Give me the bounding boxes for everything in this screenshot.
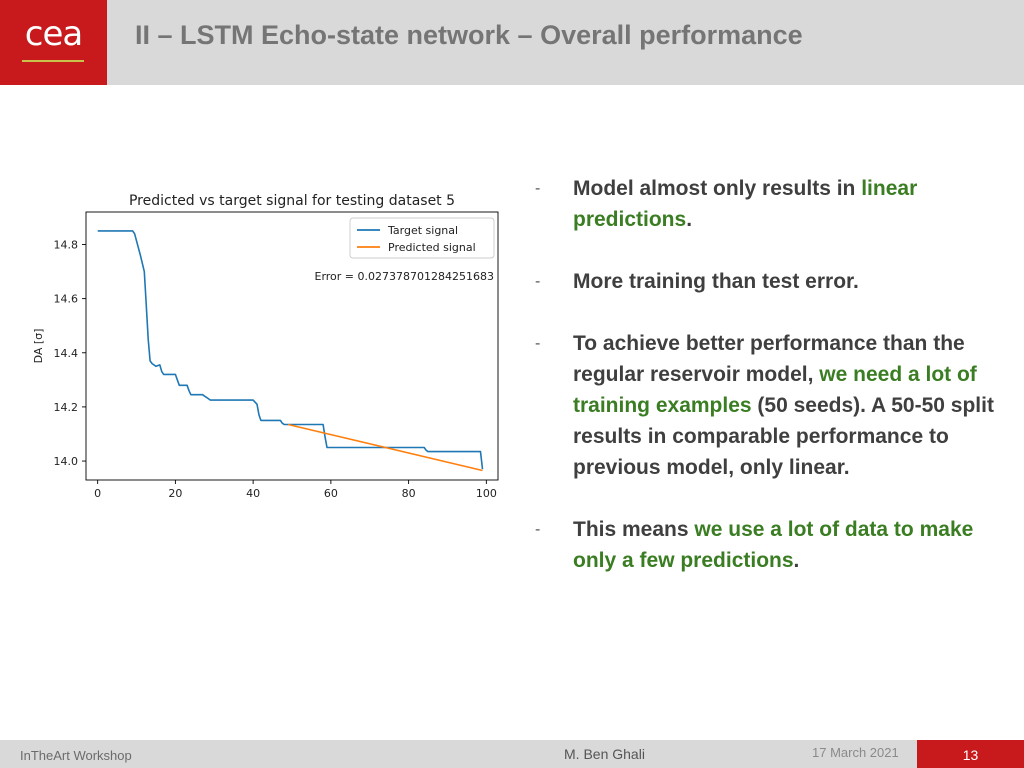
chart-title: Predicted vs target signal for testing dataset 5	[128, 193, 456, 209]
chart-svg	[28, 188, 508, 518]
cea-logo	[0, 0, 107, 85]
bullet-highlight-text: we need a lot of training examples	[573, 363, 977, 417]
x-tick-label: 40	[246, 487, 261, 500]
bullet-text: (50 seeds). A 50-50 split results in comparable performance to previous model, only linear.	[573, 394, 994, 479]
x-tick-label: 0	[94, 487, 102, 500]
x-tick-label: 100	[475, 487, 497, 500]
legend-label: Predicted signal	[388, 241, 476, 254]
y-tick-label: 14.6	[53, 292, 78, 306]
bullet-dash: -	[535, 521, 541, 538]
slide-header	[0, 0, 1024, 85]
slide-footer	[0, 740, 1024, 768]
y-tick-label: 14.8	[53, 238, 78, 252]
x-tick-label: 60	[323, 487, 338, 500]
bullet-dash: -	[535, 180, 541, 197]
bullet-dash: -	[535, 335, 541, 352]
bullet-item	[535, 514, 995, 576]
error-annotation: Error = 0.027378701284251683	[314, 270, 494, 283]
legend-label: Target signal	[388, 224, 459, 237]
bullet-text: More training than test error.	[573, 270, 859, 293]
page-number: 13	[962, 747, 979, 763]
bullet-dash: -	[535, 273, 541, 290]
x-tick-label: 80	[401, 487, 416, 500]
bullet-highlight-text: we use a lot of data to make only a few predictions	[573, 518, 974, 572]
y-tick-label: 14.4	[53, 346, 78, 360]
page-number-box	[917, 740, 1024, 768]
y-tick-label: 14.0	[53, 455, 78, 469]
x-tick-label: 20	[168, 487, 183, 500]
bullet-text: This means	[573, 518, 695, 541]
y-axis-label: DA [σ]	[32, 328, 45, 364]
bullet-item	[535, 328, 995, 483]
bullet-list	[535, 173, 995, 576]
bullet-text: To achieve better performance than the regular reservoir model,	[573, 332, 965, 386]
logo-text: cea	[24, 14, 83, 54]
bullet-item	[535, 173, 995, 235]
author-name: M. Ben Ghali	[564, 746, 645, 762]
bullet-text: .	[793, 549, 800, 572]
bullet-text: .	[686, 208, 693, 231]
bullet-text: Model almost only results in	[573, 177, 862, 200]
logo-underline	[22, 60, 84, 62]
event-name: InTheArt Workshop	[20, 748, 132, 763]
line-chart	[28, 188, 508, 523]
bullet-highlight-text: linear predictions	[573, 177, 918, 231]
slide-title: II – LSTM Echo-state network – Overall performance	[135, 20, 803, 50]
presentation-date: 17 March 2021	[812, 745, 899, 760]
series-line-predicted	[288, 425, 482, 471]
y-tick-label: 14.2	[53, 400, 78, 414]
series-line-target	[98, 231, 483, 469]
bullet-item	[535, 266, 995, 297]
